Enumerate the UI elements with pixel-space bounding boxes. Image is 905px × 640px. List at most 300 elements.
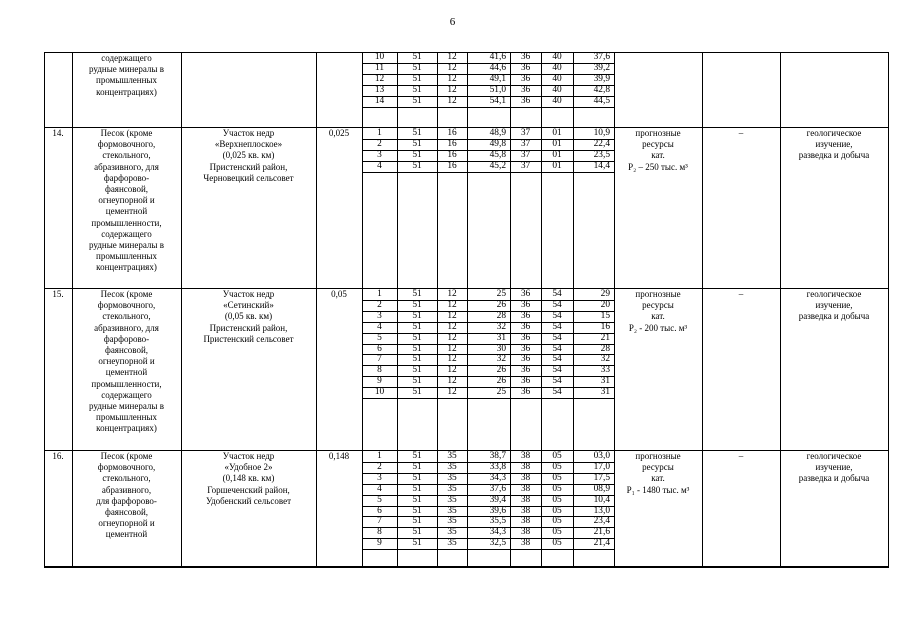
coordinate-cell: 33,8 — [489, 461, 506, 472]
coordinate-cell: 38 — [520, 451, 531, 461]
coordinate-cell: 36 — [520, 52, 531, 62]
coordinate-cell: 35 — [447, 483, 457, 494]
coordinate-cell: 10 — [374, 52, 385, 62]
coordinate-cell: 12 — [447, 354, 457, 365]
coordinate-cell: 35 — [447, 538, 457, 549]
coordinate-cell: 23,4 — [593, 516, 610, 527]
coordinate-cell: 20 — [600, 299, 610, 310]
coordinate-cell: 6 — [377, 343, 382, 354]
coordinate-cell: 38 — [520, 516, 531, 527]
coordinate-cell: 01 — [552, 149, 562, 160]
coordinate-cell: 9 — [377, 538, 382, 549]
use-line: изучение, — [815, 300, 853, 311]
coordinate-cell: 38 — [520, 538, 531, 549]
coordinate-cell: 39,6 — [489, 505, 506, 516]
mineral-name-line: огнеупорной и — [98, 518, 155, 529]
coordinate-cell: 36 — [520, 299, 531, 310]
mineral-name-line: фаянсовой, — [104, 507, 149, 517]
site-line: Черновецкий сельсовет — [203, 172, 294, 183]
coordinate-cell: 3 — [377, 149, 382, 160]
coordinate-cell: 25 — [496, 289, 506, 299]
coordinate-cell: 12 — [447, 387, 457, 398]
site-line: «Сетинский» — [223, 300, 274, 311]
resources-line: P₂ – 250 тыс. м³ — [628, 161, 688, 172]
coordinate-cell: 54 — [552, 321, 562, 332]
mineral-name-line: фарфорово- — [103, 333, 150, 344]
coordinate-cell: 36 — [520, 332, 531, 343]
coordinate-cell: 12 — [447, 321, 457, 332]
mineral-name-line: Песок (кроме — [100, 289, 153, 299]
site-line: Горшеченский район, — [207, 484, 290, 495]
coordinate-cell: 14,4 — [593, 160, 610, 171]
coordinate-cell: 54 — [552, 289, 562, 299]
coordinate-cell: 36 — [520, 387, 531, 398]
coordinate-cell: 51 — [412, 376, 422, 387]
mineral-name-line: цементной — [105, 367, 148, 378]
coordinate-cell: 36 — [520, 73, 531, 84]
resources-line: ресурсы — [642, 462, 674, 473]
mineral-name-line: концентрациях) — [96, 262, 157, 273]
site-line: (0,148 кв. км) — [222, 473, 275, 484]
column-rule — [44, 288, 45, 451]
mineral-name-line: огнеупорной и — [98, 195, 155, 206]
coordinate-cell: 51 — [412, 310, 422, 321]
name-line: содержащего — [101, 53, 152, 63]
coordinate-cell: 05 — [552, 461, 562, 472]
coordinate-cell: 35 — [447, 505, 457, 516]
resources-line: ресурсы — [642, 139, 674, 150]
coordinate-cell: 16 — [447, 128, 457, 138]
coordinate-cell: 4 — [377, 321, 382, 332]
coordinate-cell: 5 — [377, 494, 382, 505]
coordinate-cell: 10,9 — [593, 128, 610, 138]
resources-line: P₁ - 1480 тыс. м³ — [626, 484, 690, 495]
row-rule — [44, 566, 889, 567]
coordinate-cell: 17,0 — [593, 461, 610, 472]
column-rule — [316, 450, 317, 567]
coordinate-cell: 34,3 — [489, 472, 506, 483]
mineral-name-line: цементной — [105, 206, 148, 217]
coordinate-cell: 38 — [520, 527, 531, 538]
coordinate-cell: 51 — [412, 299, 422, 310]
coordinate-cell: 54,1 — [489, 95, 506, 106]
row-number: 16. — [52, 451, 64, 461]
site-line: Пристенский район, — [209, 322, 288, 333]
coordinate-cell: 15 — [600, 310, 610, 321]
mineral-name-line: рудные минералы в — [89, 240, 164, 250]
mineral-name-line: промышленных — [96, 251, 157, 262]
coordinate-cell: 51 — [412, 128, 422, 138]
coordinate-cell: 36 — [520, 354, 531, 365]
coordinate-cell: 26 — [496, 365, 506, 376]
coordinate-cell: 05 — [552, 472, 562, 483]
coordinate-cell: 12 — [447, 62, 457, 73]
coordinate-cell: 36 — [520, 365, 531, 376]
coordinate-cell: 12 — [447, 332, 457, 343]
coordinate-cell: 49,8 — [489, 138, 506, 149]
coordinate-cell: 3 — [377, 472, 382, 483]
mineral-name-line: содержащего — [101, 228, 152, 239]
coordinate-cell: 37,6 — [593, 52, 610, 62]
coordinate-cell: 16 — [447, 138, 457, 149]
coordinate-cell: 54 — [552, 310, 562, 321]
coordinate-cell: 51 — [412, 160, 422, 171]
coordinate-cell: 28 — [496, 310, 506, 321]
coordinate-cell: 35 — [447, 527, 457, 538]
coordinate-cell: 51 — [412, 472, 422, 483]
coordinate-cell: 05 — [552, 505, 562, 516]
coordinate-cell: 42,8 — [593, 84, 610, 95]
coordinate-cell: 12 — [374, 73, 385, 84]
coordinate-cell: 51 — [412, 289, 422, 299]
coordinate-cell: 1 — [377, 128, 382, 138]
coordinate-cell: 1 — [377, 289, 382, 299]
coordinate-cell: 2 — [377, 138, 382, 149]
coordinate-cell: 38 — [520, 505, 531, 516]
coordinate-cell: 37 — [520, 160, 531, 171]
resources-line: прогнозные — [635, 451, 681, 461]
mineral-name-line: огнеупорной и — [98, 356, 155, 367]
row-number: 15. — [52, 289, 64, 299]
coordinate-cell: 38 — [520, 472, 531, 483]
coordinate-cell: 12 — [447, 343, 457, 354]
coordinate-cell: 5 — [377, 332, 382, 343]
mineral-name-line: фаянсовой, — [104, 184, 149, 194]
site-line: Пристенский сельсовет — [203, 333, 294, 344]
coordinate-cell: 16 — [447, 160, 457, 171]
coordinate-cell: 51 — [412, 95, 422, 106]
mineral-name-line: формовочного, — [97, 462, 156, 473]
mineral-name-line: абразивного, для — [94, 322, 159, 333]
coordinate-cell: 32 — [600, 354, 610, 365]
coordinate-cell: 35 — [447, 461, 457, 472]
use-line: геологическое — [806, 128, 862, 138]
site-line: (0,025 кв. км) — [222, 150, 275, 161]
site-line: «Удобное 2» — [224, 462, 273, 473]
coordinate-cell: 12 — [447, 95, 457, 106]
coordinate-cell: 12 — [447, 310, 457, 321]
coordinate-cell: 11 — [374, 62, 385, 73]
mineral-name-line: Песок (кроме — [100, 451, 153, 461]
coordinate-cell: 7 — [377, 516, 382, 527]
coordinate-cell: 35 — [447, 516, 457, 527]
mineral-name-line: формовочного, — [97, 139, 156, 150]
coordinate-cell: 36 — [520, 310, 531, 321]
use-line: изучение, — [815, 139, 853, 150]
coordinate-cell: 36 — [520, 289, 531, 299]
coordinate-cell: 12 — [447, 299, 457, 310]
coordinate-cell: 36 — [520, 62, 531, 73]
coordinate-cell: 51 — [412, 354, 422, 365]
coordinate-cell: 12 — [447, 376, 457, 387]
coordinate-cell: 05 — [552, 451, 562, 461]
name-line: рудные минералы в — [89, 64, 164, 75]
coordinate-cell: 4 — [377, 160, 382, 171]
coordinate-cell: 36 — [520, 343, 531, 354]
mineral-name-line: цементной — [105, 529, 148, 540]
mineral-name-line: содержащего — [101, 389, 152, 400]
mineral-name-line: стекольного, — [102, 473, 151, 484]
column-rule — [702, 52, 703, 128]
column-rule — [44, 450, 45, 567]
column-rule — [702, 288, 703, 451]
coordinate-cell: 21,4 — [593, 538, 610, 549]
mineral-name-line: рудные минералы в — [89, 401, 164, 411]
use-line: геологическое — [806, 289, 862, 299]
row-rule — [362, 172, 615, 173]
coordinate-cell: 40 — [552, 84, 562, 95]
coordinate-cell: 21,6 — [593, 527, 610, 538]
coordinate-cell: 05 — [552, 483, 562, 494]
coordinate-cell: 51 — [412, 343, 422, 354]
coordinate-cell: 12 — [447, 52, 457, 62]
coordinate-cell: 37 — [520, 149, 531, 160]
coordinate-cell: 14 — [374, 95, 385, 106]
mineral-name-line: формовочного, — [97, 300, 156, 311]
coordinate-cell: 7 — [377, 354, 382, 365]
coordinate-cell: 26 — [496, 299, 506, 310]
coordinate-cell: 17,5 — [593, 472, 610, 483]
coordinate-cell: 54 — [552, 354, 562, 365]
coordinate-cell: 51 — [412, 538, 422, 549]
column-rule — [316, 127, 317, 289]
coordinate-cell: 16 — [447, 149, 457, 160]
coordinate-cell: 51 — [412, 321, 422, 332]
coordinate-cell: 54 — [552, 387, 562, 398]
coordinate-cell: 31 — [496, 332, 506, 343]
coordinate-cell: 51 — [412, 84, 422, 95]
coordinate-cell: 39,4 — [489, 494, 506, 505]
coordinate-cell: 51 — [412, 332, 422, 343]
coordinate-cell: 10,4 — [593, 494, 610, 505]
column-rule — [780, 52, 781, 128]
coordinate-cell: 21 — [600, 332, 610, 343]
column-rule — [702, 127, 703, 289]
coordinate-cell: 35,5 — [489, 516, 506, 527]
coordinate-cell: 31 — [600, 387, 610, 398]
coordinate-cell: 12 — [447, 73, 457, 84]
coordinate-cell: 3 — [377, 310, 382, 321]
coordinate-cell: 51 — [412, 138, 422, 149]
coordinate-cell: 13 — [374, 84, 385, 95]
mineral-name-line: стекольного, — [102, 150, 151, 161]
site-line: Участок недр — [222, 128, 275, 138]
coordinate-cell: 54 — [552, 365, 562, 376]
resources-line: прогнозные — [635, 128, 681, 138]
coordinate-cell: 40 — [552, 62, 562, 73]
use-line: разведка и добыча — [798, 311, 870, 322]
row-rule — [362, 549, 615, 550]
coordinate-cell: 26 — [496, 376, 506, 387]
coordinate-cell: 51 — [412, 483, 422, 494]
coordinate-cell: 39,9 — [593, 73, 610, 84]
column-rule — [888, 288, 889, 451]
resources-line: прогнозные — [635, 289, 681, 299]
resources-line: кат. — [651, 150, 665, 161]
column-rule — [44, 127, 45, 289]
site-line: Пристенский район, — [209, 161, 288, 172]
coordinate-cell: 44,5 — [593, 95, 610, 106]
coordinate-cell: 41,6 — [489, 52, 506, 62]
mineral-name-line: промышленных — [96, 412, 157, 423]
coordinate-cell: 40 — [552, 73, 562, 84]
coordinate-cell: 4 — [377, 483, 382, 494]
coordinate-cell: 13,0 — [593, 505, 610, 516]
name-line: концентрациях) — [96, 86, 157, 97]
coordinate-cell: 51 — [412, 365, 422, 376]
site-line: Участок недр — [222, 451, 275, 461]
coordinate-cell: 05 — [552, 516, 562, 527]
coordinate-cell: 32 — [496, 354, 506, 365]
column-rule — [44, 52, 45, 128]
mineral-name-line: концентрациях) — [96, 423, 157, 434]
coordinate-cell: 16 — [600, 321, 610, 332]
coordinate-cell: 2 — [377, 299, 382, 310]
dash-mark: – — [738, 128, 744, 138]
row-number: 14. — [52, 128, 64, 138]
coordinate-cell: 54 — [552, 376, 562, 387]
use-line: изучение, — [815, 462, 853, 473]
coordinate-cell: 36 — [520, 321, 531, 332]
coordinate-cell: 10 — [374, 387, 385, 398]
coordinate-cell: 44,6 — [489, 62, 506, 73]
coordinate-cell: 51 — [412, 516, 422, 527]
coordinate-cell: 38 — [520, 494, 531, 505]
coordinate-cell: 31 — [600, 376, 610, 387]
mineral-name-line: фарфорово- — [103, 172, 150, 183]
coordinate-cell: 01 — [552, 138, 562, 149]
coordinate-cell: 40 — [552, 95, 562, 106]
coordinate-cell: 01 — [552, 128, 562, 138]
coordinate-cell: 35 — [447, 494, 457, 505]
coordinate-cell: 33 — [600, 365, 610, 376]
coordinate-cell: 40 — [552, 52, 562, 62]
coordinate-cell: 37 — [520, 128, 531, 138]
site-line: Участок недр — [222, 289, 275, 299]
coordinate-cell: 01 — [552, 160, 562, 171]
resources-line: ресурсы — [642, 300, 674, 311]
coordinate-cell: 22,4 — [593, 138, 610, 149]
coordinate-cell: 12 — [447, 289, 457, 299]
coordinate-cell: 45,2 — [489, 160, 506, 171]
coordinate-cell: 36 — [520, 95, 531, 106]
coordinate-cell: 38 — [520, 461, 531, 472]
coordinate-cell: 05 — [552, 527, 562, 538]
coordinate-cell: 51 — [412, 451, 422, 461]
mineral-name-line: фаянсовой, — [104, 345, 149, 355]
coordinate-cell: 54 — [552, 332, 562, 343]
coordinate-cell: 1 — [377, 451, 382, 461]
area-value: 0,025 — [328, 128, 350, 138]
coordinate-cell: 05 — [552, 494, 562, 505]
coordinate-cell: 48,9 — [489, 128, 506, 138]
coordinate-cell: 08,9 — [593, 483, 610, 494]
coordinate-cell: 36 — [520, 84, 531, 95]
coordinate-cell: 51 — [412, 149, 422, 160]
coordinate-cell: 2 — [377, 461, 382, 472]
coordinate-cell: 51 — [412, 52, 422, 62]
mineral-name-line: абразивного, — [101, 484, 152, 495]
column-rule — [702, 450, 703, 567]
coordinate-cell: 37 — [520, 138, 531, 149]
mineral-name-line: промышленности, — [91, 378, 162, 389]
row-rule — [362, 398, 615, 399]
name-line: промышленных — [96, 75, 157, 86]
use-line: разведка и добыча — [798, 473, 870, 484]
coordinate-cell: 38 — [520, 483, 531, 494]
coordinate-cell: 29 — [600, 289, 610, 299]
coordinate-cell: 34,3 — [489, 527, 506, 538]
page-number: 6 — [449, 16, 456, 28]
coordinate-cell: 35 — [447, 451, 457, 461]
coordinate-cell: 30 — [496, 343, 506, 354]
coordinate-cell: 49,1 — [489, 73, 506, 84]
coordinate-cell: 12 — [447, 84, 457, 95]
coordinate-cell: 12 — [447, 365, 457, 376]
column-rule — [316, 52, 317, 128]
coordinate-cell: 51 — [412, 505, 422, 516]
coordinate-cell: 51 — [412, 62, 422, 73]
coordinate-cell: 51,0 — [489, 84, 506, 95]
mineral-name-line: Песок (кроме — [100, 128, 153, 138]
coordinate-cell: 51 — [412, 73, 422, 84]
column-rule — [888, 127, 889, 289]
coordinate-cell: 37,6 — [489, 483, 506, 494]
dash-mark: – — [738, 451, 744, 461]
use-line: разведка и добыча — [798, 150, 870, 161]
resources-line: кат. — [651, 311, 665, 322]
coordinate-cell: 25 — [496, 387, 506, 398]
resources-line: P₂ - 200 тыс. м³ — [628, 322, 688, 333]
coordinate-cell: 36 — [520, 376, 531, 387]
coordinate-cell: 39,2 — [593, 62, 610, 73]
area-value: 0,148 — [328, 451, 350, 461]
coordinate-cell: 35 — [447, 472, 457, 483]
column-rule — [888, 450, 889, 567]
site-line: Удобенский сельсовет — [205, 495, 292, 506]
column-rule — [888, 52, 889, 128]
coordinate-cell: 45,8 — [489, 149, 506, 160]
coordinate-cell: 51 — [412, 461, 422, 472]
coordinate-cell: 51 — [412, 494, 422, 505]
coordinate-cell: 32,5 — [489, 538, 506, 549]
mineral-name-line: абразивного, для — [94, 161, 159, 172]
coordinate-cell: 05 — [552, 538, 562, 549]
site-line: «Верхнеплоское» — [214, 139, 283, 150]
coordinate-cell: 54 — [552, 299, 562, 310]
coordinate-cell: 23,5 — [593, 149, 610, 160]
column-rule — [181, 52, 182, 128]
coordinate-cell: 51 — [412, 387, 422, 398]
coordinate-cell: 28 — [600, 343, 610, 354]
area-value: 0,05 — [331, 289, 347, 299]
dash-mark: – — [738, 289, 744, 299]
coordinate-cell: 8 — [377, 527, 382, 538]
coordinate-cell: 51 — [412, 527, 422, 538]
row-rule — [362, 107, 615, 108]
resources-line: кат. — [651, 473, 665, 484]
coordinate-cell: 32 — [496, 321, 506, 332]
mineral-name-line: промышленности, — [91, 217, 162, 228]
coordinate-cell: 03,0 — [593, 451, 610, 461]
column-rule — [316, 288, 317, 451]
coordinate-cell: 6 — [377, 505, 382, 516]
mineral-name-line: для фарфорово- — [96, 495, 157, 506]
mineral-name-line: стекольного, — [102, 311, 151, 322]
coordinate-cell: 9 — [377, 376, 382, 387]
coordinate-cell: 8 — [377, 365, 382, 376]
coordinate-cell: 38,7 — [489, 451, 506, 461]
